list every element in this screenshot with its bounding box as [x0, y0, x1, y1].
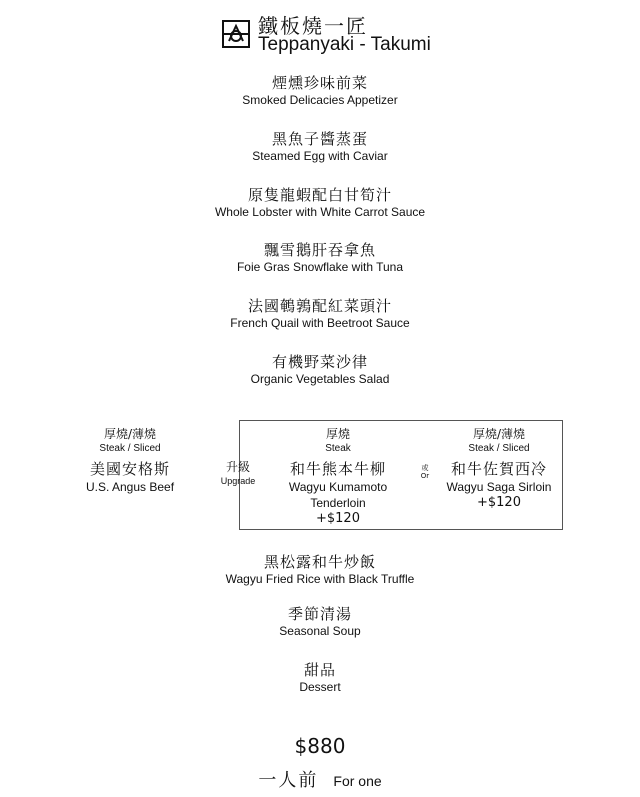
- upgrade-label-en: Upgrade: [220, 476, 256, 486]
- course-name-en: Dessert: [299, 680, 341, 694]
- course-item: [0, 241, 640, 275]
- per-person-zh: 一人前: [258, 770, 319, 791]
- course-name-en: Whole Lobster with White Carrot Sauce: [214, 205, 426, 219]
- or-text: 或 Or: [420, 464, 430, 480]
- restaurant-name-zh: 鐵板燒一匠: [258, 14, 368, 38]
- cut-style-zh: 厚燒/薄燒: [103, 427, 157, 441]
- set-price: $880: [294, 734, 346, 758]
- main-default-option: [80, 427, 180, 495]
- upgrade-price: +$120: [316, 511, 360, 526]
- course-name-zh: 原隻龍蝦配白甘筍汁: [247, 186, 392, 204]
- cut-style-en: Steak: [325, 443, 351, 454]
- course-item: [0, 130, 640, 164]
- course-item: [0, 74, 640, 108]
- cut-style-zh: 厚燒/薄燒: [472, 427, 526, 441]
- course-item: [0, 661, 640, 695]
- cut-style-en: Steak / Sliced: [99, 443, 161, 454]
- cut-style-en: Steak / Sliced: [468, 443, 530, 454]
- course-name-en: Wagyu Fried Rice with Black Truffle: [225, 572, 415, 586]
- course-name-zh: 飄雪鵝肝吞拿魚: [263, 241, 376, 259]
- course-name-zh: 季節清湯: [287, 605, 352, 623]
- upgrade-price: +$120: [477, 495, 521, 510]
- upgrade-label: [218, 460, 258, 487]
- upgrade-option-tenderloin: [260, 427, 416, 527]
- course-name-en: Foie Gras Snowflake with Tuna: [236, 260, 404, 274]
- per-person-en: For one: [333, 773, 382, 789]
- beef-name-en: Wagyu Kumamoto Tenderloin: [288, 480, 388, 510]
- course-name-zh: 有機野菜沙律: [271, 353, 368, 371]
- takumi-logo-icon: [222, 20, 250, 48]
- beef-name-zh: 和牛佐賀西冷: [450, 460, 547, 478]
- course-name-zh: 黑魚子醬蒸蛋: [271, 130, 368, 148]
- course-name-zh: 煙燻珍味前菜: [271, 74, 368, 92]
- course-item: [0, 553, 640, 587]
- course-name-zh: 法國鵪鶉配紅菜頭汁: [247, 297, 392, 315]
- beef-name-en: Wagyu Saga Sirloin: [446, 480, 552, 494]
- per-person-label: [0, 766, 640, 792]
- upgrade-label-zh: 升級: [225, 460, 250, 474]
- course-item: [0, 353, 640, 387]
- cut-style-zh: 厚燒: [325, 427, 350, 441]
- course-name-en: Steamed Egg with Caviar: [252, 149, 388, 163]
- course-item: [0, 297, 640, 331]
- course-item: [0, 605, 640, 639]
- or-separator: [420, 464, 430, 480]
- course-item: [0, 186, 640, 220]
- beef-name-en: U.S. Angus Beef: [85, 480, 175, 494]
- course-name-zh: 甜品: [303, 661, 336, 679]
- restaurant-name-en: Teppanyaki - Takumi: [258, 34, 431, 55]
- beef-name-zh: 和牛熊本牛柳: [289, 460, 386, 478]
- course-name-en: French Quail with Beetroot Sauce: [230, 316, 410, 330]
- course-name-en: Organic Vegetables Salad: [250, 372, 390, 386]
- course-name-en: Smoked Delicacies Appetizer: [242, 93, 398, 107]
- beef-name-zh: 美國安格斯: [89, 460, 170, 478]
- course-name-en: Seasonal Soup: [279, 624, 361, 638]
- course-name-zh: 黑松露和牛炒飯: [263, 553, 376, 571]
- upgrade-option-sirloin: [436, 427, 562, 511]
